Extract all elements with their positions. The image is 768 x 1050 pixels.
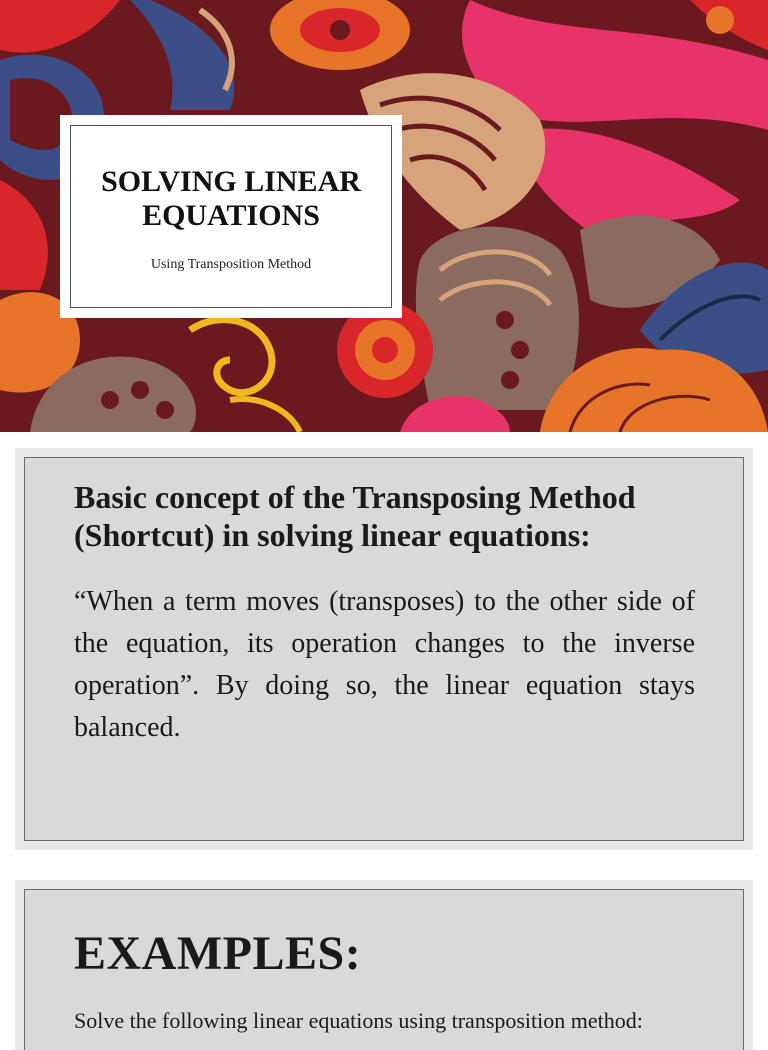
slide-title: SOLVING LINEAR EQUATIONS bbox=[101, 165, 361, 232]
concept-heading: Basic concept of the Transposing Method (Shortcut) in solving linear equations: bbox=[74, 479, 636, 553]
title-slide bbox=[0, 0, 768, 432]
concept-slide bbox=[15, 448, 753, 850]
concept-slide-frame bbox=[24, 457, 744, 841]
examples-slide-frame bbox=[24, 889, 744, 1050]
examples-heading: EXAMPLES: bbox=[74, 927, 362, 980]
examples-slide bbox=[15, 880, 753, 1050]
examples-instruction: Solve the following linear equations using transposition method: bbox=[74, 1008, 643, 1033]
title-card-border bbox=[70, 125, 392, 308]
slide-subtitle: Using Transposition Method bbox=[150, 257, 312, 272]
concept-body: “When a term moves (transposes) to the other side of the equation, its operation changes to the inverse operation”. By doing so, the linear equation stays balanced. bbox=[74, 586, 695, 743]
title-card bbox=[60, 115, 402, 318]
